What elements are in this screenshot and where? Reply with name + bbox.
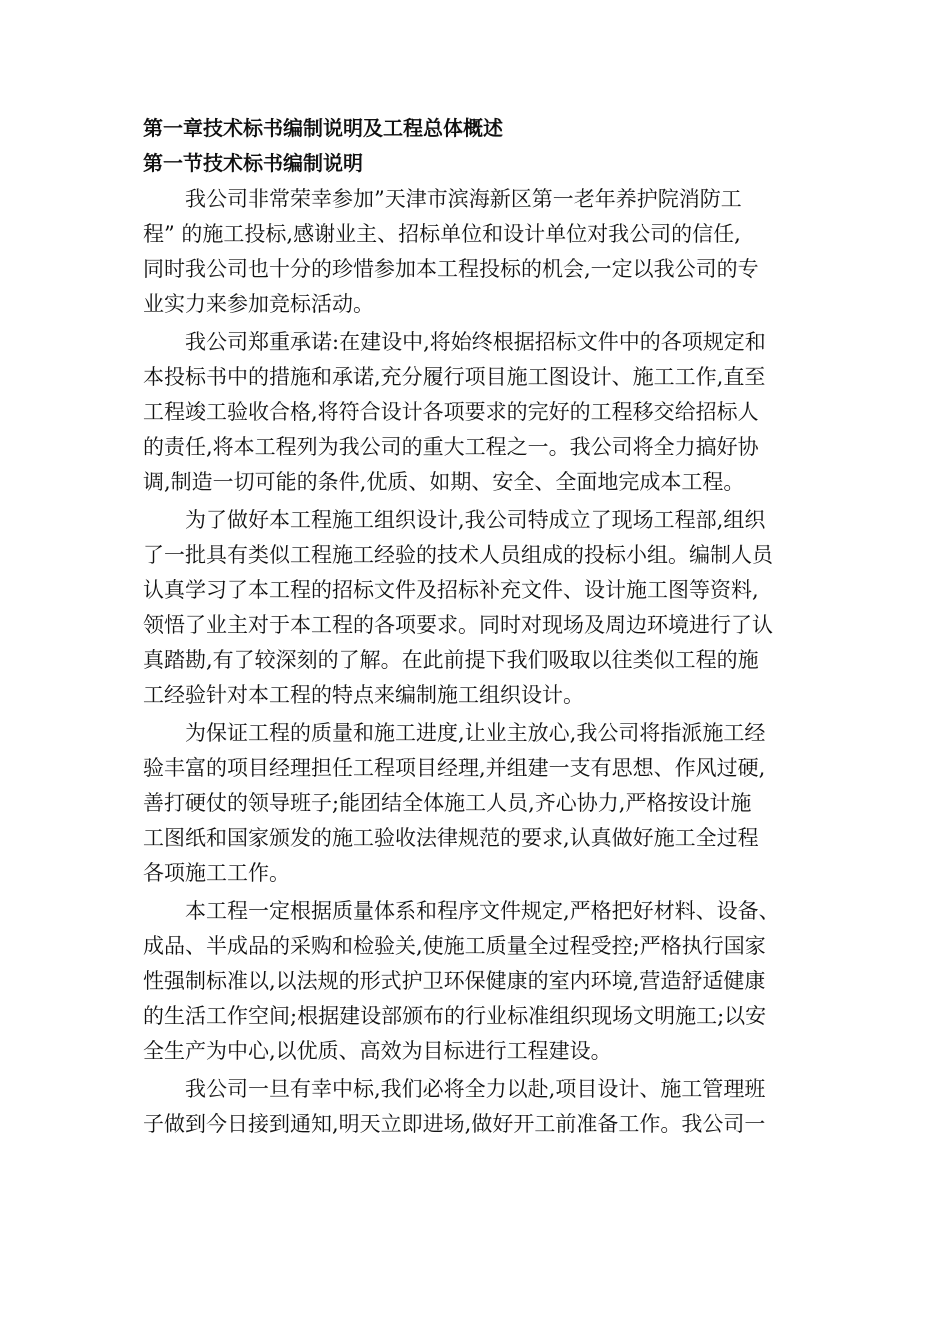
paragraph-line: 我公司一旦有幸中标,我们必将全力以赴,项目设计、施工管理班 xyxy=(185,1077,766,1101)
paragraph-line: 为了做好本工程施工组织设计,我公司特成立了现场工程部,组织 xyxy=(185,508,766,532)
paragraph-line: 了一批具有类似工程施工经验的技术人员组成的投标小组。编制人员 xyxy=(143,543,773,567)
paragraph-line: 为保证工程的质量和施工进度,让业主放心,我公司将指派施工经 xyxy=(185,721,766,745)
paragraph-line: 领悟了业主对于本工程的各项要求。同时对现场及周边环境进行了认 xyxy=(143,613,773,637)
document-body xyxy=(143,182,843,1142)
paragraph-line: 子做到今日接到通知,明天立即进场,做好开工前准备工作。我公司一 xyxy=(143,1112,766,1136)
paragraph xyxy=(143,716,843,891)
paragraph-line: 程” 的施工投标,感谢业主、招标单位和设计单位对我公司的信任, xyxy=(143,222,741,246)
paragraph-line: 工经验针对本工程的特点来编制施工组织设计。 xyxy=(143,683,584,707)
paragraph-line: 工图纸和国家颁发的施工验收法律规范的要求,认真做好施工全过程 xyxy=(143,826,759,850)
paragraph-line: 认真学习了本工程的招标文件及招标补充文件、设计施工图等资料, xyxy=(143,578,759,602)
paragraph-line: 验丰富的项目经理担任工程项目经理,并组建一支有思想、作风过硬, xyxy=(143,756,766,780)
paragraph-line: 善打硬仗的领导班子;能团结全体施工人员,齐心协力,严格按设计施 xyxy=(143,791,752,815)
paragraph-line: 本工程一定根据质量体系和程序文件规定,严格把好材料、设备、 xyxy=(185,899,780,923)
paragraph-line: 我公司郑重承诺:在建设中,将始终根据招标文件中的各项规定和 xyxy=(185,330,766,354)
paragraph-line: 各项施工工作。 xyxy=(143,861,290,885)
paragraph-line: 的责任,将本工程列为我公司的重大工程之一。我公司将全力搞好协 xyxy=(143,435,759,459)
paragraph-line: 成品、半成品的采购和检验关,使施工质量全过程受控;严格执行国家 xyxy=(143,934,766,958)
paragraph-line: 工程竣工验收合格,将符合设计各项要求的完好的工程移交给招标人 xyxy=(143,400,759,424)
paragraph xyxy=(143,182,843,322)
paragraph xyxy=(143,1072,843,1142)
paragraph-line: 性强制标准以,以法规的形式护卫环保健康的室内环境,营造舒适健康 xyxy=(143,969,766,993)
paragraph-line: 同时我公司也十分的珍惜参加本工程投标的机会,一定以我公司的专 xyxy=(143,257,759,281)
paragraph-line: 的生活工作空间;根据建设部颁布的行业标准组织现场文明施工;以安 xyxy=(143,1004,767,1028)
paragraph xyxy=(143,503,843,713)
paragraph-line: 我公司非常荣幸参加”天津市滨海新区第一老年养护院消防工 xyxy=(185,187,742,211)
paragraph-line: 全生产为中心,以优质、高效为目标进行工程建设。 xyxy=(143,1039,612,1063)
chapter-title: 第一章技术标书编制说明及工程总体概述 xyxy=(143,116,503,140)
paragraph-line: 调,制造一切可能的条件,优质、如期、安全、全面地完成本工程。 xyxy=(143,470,745,494)
document-page xyxy=(143,112,843,1142)
paragraph-line: 真踏勘,有了较深刻的了解。在此前提下我们吸取以往类似工程的施 xyxy=(143,648,759,672)
paragraph-line: 本投标书中的措施和承诺,充分履行项目施工图设计、施工工作,直至 xyxy=(143,365,766,389)
paragraph xyxy=(143,325,843,500)
paragraph-line: 业实力来参加竞标活动。 xyxy=(143,292,374,316)
section-title: 第一节技术标书编制说明 xyxy=(143,151,363,175)
paragraph xyxy=(143,894,843,1069)
